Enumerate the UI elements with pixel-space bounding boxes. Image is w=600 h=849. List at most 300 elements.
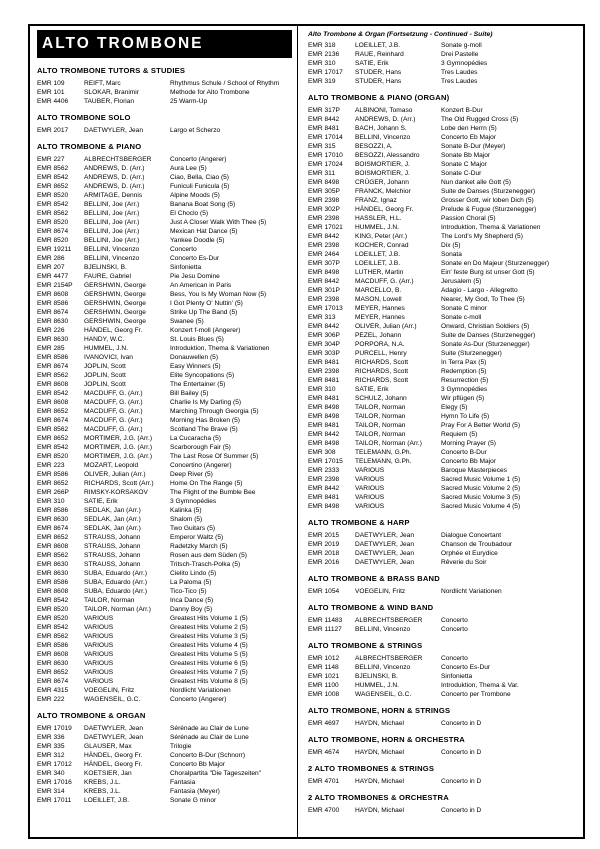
catalog-entry-row bbox=[308, 540, 578, 549]
entry-title: Prelude & Fugue (Sturzenegger) bbox=[441, 206, 537, 213]
entry-ref: EMR 11127 bbox=[308, 626, 342, 633]
entry-composer: MASON, Lowell bbox=[355, 296, 402, 303]
entry-ref: EMR 2398 bbox=[308, 242, 340, 249]
entry-ref: EMR 8520 bbox=[37, 237, 69, 244]
catalog-entry-row bbox=[37, 164, 292, 173]
entry-title: Ciao, Bella, Ciao (5) bbox=[170, 174, 230, 181]
entry-title: Greatest Hits Volume 7 (5) bbox=[170, 669, 248, 676]
entry-title: El Choclo (5) bbox=[170, 210, 209, 217]
entry-title: Nearer, My God, To Thee (5) bbox=[441, 296, 525, 303]
catalog-entry-row bbox=[37, 236, 292, 245]
entry-composer: FRANZ, Ignaz bbox=[355, 197, 397, 204]
entry-ref: EMR 4700 bbox=[308, 807, 340, 814]
entry-composer: BELLINI, Joe (Arr.) bbox=[84, 237, 140, 244]
entry-composer: SUBA, Eduardo (Arr.) bbox=[84, 588, 148, 595]
entry-title: Methode for Alto Trombone bbox=[170, 89, 250, 96]
entry-ref: EMR 311 bbox=[308, 170, 335, 177]
entry-title: Elite Syncopations (5) bbox=[170, 372, 235, 379]
catalog-entry-row bbox=[308, 331, 578, 340]
entry-title: Concerto in D bbox=[441, 720, 482, 727]
entry-title: Suite de Danses (Sturzenegger) bbox=[441, 332, 536, 339]
entry-ref: EMR 8630 bbox=[37, 318, 69, 325]
entry-composer: LUTHER, Martin bbox=[355, 269, 404, 276]
entry-ref: EMR 8520 bbox=[37, 606, 69, 613]
entry-title: The Entertainer (5) bbox=[170, 381, 226, 388]
catalog-entry-row bbox=[37, 299, 292, 308]
catalog-entry-row bbox=[37, 796, 292, 805]
entry-title: Concerto (Angerer) bbox=[170, 696, 227, 703]
catalog-entry-row bbox=[308, 421, 578, 430]
entry-title: Banana Boat Song (5) bbox=[170, 201, 236, 208]
catalog-entry-row bbox=[37, 787, 292, 796]
entry-title: Rêverie du Soir bbox=[441, 559, 487, 566]
entry-title: Baroque Masterpieces bbox=[441, 467, 507, 474]
entry-ref: EMR 1100 bbox=[308, 682, 339, 689]
entry-title: Redemption (5) bbox=[441, 368, 487, 375]
entry-ref: EMR 8630 bbox=[37, 660, 69, 667]
entry-ref: EMR 314 bbox=[37, 788, 65, 795]
catalog-entry-row bbox=[308, 169, 578, 178]
catalog-entry-row bbox=[308, 304, 578, 313]
catalog-entry-row bbox=[308, 223, 578, 232]
entry-composer: KREBS, J.L. bbox=[84, 779, 121, 786]
catalog-entry-row bbox=[308, 394, 578, 403]
entry-composer: STRAUSS, Johann bbox=[84, 543, 141, 550]
entry-ref: EMR 8542 bbox=[37, 201, 69, 208]
entry-composer: BELLINI, Vincenzo bbox=[355, 626, 411, 633]
entry-composer: VARIOUS bbox=[355, 485, 385, 492]
entry-composer: TAILOR, Norman (Arr.) bbox=[84, 606, 151, 613]
catalog-entry-row bbox=[37, 254, 292, 263]
entry-composer: PEZEL, Johann bbox=[355, 332, 402, 339]
entry-ref: EMR 8630 bbox=[37, 516, 69, 523]
catalog-entry-row bbox=[308, 358, 578, 367]
entry-title: Adagio - Largo - Allegretto bbox=[441, 287, 518, 294]
entry-ref: EMR 17017 bbox=[308, 69, 343, 76]
entry-title: Introduktion, Thema & Var. bbox=[441, 682, 519, 689]
catalog-entry-row bbox=[37, 524, 292, 533]
catalog-entry-row bbox=[37, 659, 292, 668]
catalog-entry-row bbox=[37, 371, 292, 380]
entry-title: Pray For A Better World (5) bbox=[441, 422, 521, 429]
entry-title: Dialogue Concertant bbox=[441, 532, 502, 539]
entry-title: Sonate g-moll bbox=[441, 42, 482, 49]
catalog-entry-row bbox=[308, 663, 578, 672]
catalog-entry-row bbox=[308, 806, 578, 815]
entry-title: Concerto in D bbox=[441, 807, 482, 814]
catalog-entry-row bbox=[308, 654, 578, 663]
catalog-entry-row bbox=[37, 425, 292, 434]
catalog-entry-row bbox=[37, 126, 292, 135]
entry-composer: STUDER, Hans bbox=[355, 69, 402, 76]
entry-ref: EMR 307P bbox=[308, 260, 340, 267]
entry-composer: VARIOUS bbox=[84, 615, 114, 622]
entry-title: In Terra Pax (5) bbox=[441, 359, 487, 366]
entry-composer: DAETWYLER, Jean bbox=[355, 541, 414, 548]
catalog-entry-row bbox=[308, 241, 578, 250]
entry-ref: EMR 223 bbox=[37, 462, 65, 469]
entry-title: Sacred Music Volume 4 (5) bbox=[441, 503, 521, 510]
entry-composer: BACH, Johann S. bbox=[355, 125, 407, 132]
entry-ref: EMR 2136 bbox=[308, 51, 340, 58]
entry-ref: EMR 8674 bbox=[37, 417, 69, 424]
entry-composer: KOCHER, Conrad bbox=[355, 242, 409, 249]
entry-composer: OLIVER, Julian (Arr.) bbox=[355, 323, 417, 330]
entry-title: 25 Warm-Up bbox=[170, 98, 208, 105]
entry-composer: SEDLAK, Jan (Arr.) bbox=[84, 525, 141, 532]
entry-title: Sérénade au Clair de Lune bbox=[170, 725, 249, 732]
catalog-entry-row bbox=[37, 488, 292, 497]
entry-ref: EMR 8542 bbox=[37, 174, 69, 181]
entry-composer: SUBA, Eduardo (Arr.) bbox=[84, 579, 148, 586]
entry-composer: ANDREWS, D. (Arr.) bbox=[84, 165, 145, 172]
entry-composer: VARIOUS bbox=[84, 633, 114, 640]
entry-composer: KOETSIER, Jan bbox=[84, 770, 132, 777]
entry-ref: EMR 8608 bbox=[37, 588, 69, 595]
entry-composer: BELLINI, Joe (Arr.) bbox=[84, 210, 140, 217]
catalog-entry-row bbox=[37, 281, 292, 290]
entry-title: Sacred Music Volume 2 (5) bbox=[441, 485, 521, 492]
entry-composer: MEYER, Hannes bbox=[355, 314, 405, 321]
entry-title: Grosser Gott, wir loben Dich (5) bbox=[441, 197, 534, 204]
catalog-entry-row bbox=[37, 506, 292, 515]
entry-composer: ALBRECHTSBERGER bbox=[355, 655, 423, 662]
entry-composer: DAETWYLER, Jean bbox=[355, 550, 414, 557]
entry-title: Sonate C-Dur bbox=[441, 170, 482, 177]
entry-composer: SATIE, Erik bbox=[84, 498, 118, 505]
entry-title: Dix (5) bbox=[441, 242, 461, 249]
entry-composer: VOEGELIN, Fritz bbox=[355, 588, 406, 595]
catalog-entry-row bbox=[37, 191, 292, 200]
catalog-entry-row bbox=[37, 461, 292, 470]
entry-composer: GERSHWIN, George bbox=[84, 318, 146, 325]
entry-title: Morning Has Broken (5) bbox=[170, 417, 240, 424]
entry-composer: MORTIMER, J.G. (Arr.) bbox=[84, 453, 153, 460]
catalog-entry-row bbox=[37, 695, 292, 704]
catalog-entry-row bbox=[308, 531, 578, 540]
entry-composer: VARIOUS bbox=[84, 660, 114, 667]
entry-title: Drei Pastelle bbox=[441, 51, 479, 58]
catalog-entry-row bbox=[37, 155, 292, 164]
entry-ref: EMR 2017 bbox=[37, 127, 69, 134]
entry-ref: EMR 8608 bbox=[37, 381, 69, 388]
catalog-entry-row bbox=[308, 142, 578, 151]
entry-title: Suite (Sturzenegger) bbox=[441, 350, 502, 357]
page-border-frame bbox=[28, 24, 585, 839]
entry-composer: SLOKAR, Branimir bbox=[84, 89, 139, 96]
entry-ref: EMR 8520 bbox=[37, 192, 69, 199]
entry-composer: BELLINI, Joe (Arr.) bbox=[84, 201, 140, 208]
catalog-entry-row bbox=[37, 443, 292, 452]
entry-composer: VARIOUS bbox=[84, 669, 114, 676]
entry-ref: EMR 17021 bbox=[308, 224, 343, 231]
entry-ref: EMR 266P bbox=[37, 489, 69, 496]
entry-ref: EMR 301P bbox=[308, 287, 340, 294]
entry-title: Sinfonietta bbox=[441, 673, 473, 680]
entry-ref: EMR 8542 bbox=[37, 390, 69, 397]
entry-title: Nun danket alle Gott (5) bbox=[441, 179, 512, 186]
entry-title: Inca Dance (5) bbox=[170, 597, 214, 604]
catalog-entry-row bbox=[308, 558, 578, 567]
entry-composer: DAETWYLER, Jean bbox=[84, 734, 143, 741]
entry-composer: BOISMORTIER, J. bbox=[355, 161, 410, 168]
entry-title: Greatest Hits Volume 6 (5) bbox=[170, 660, 248, 667]
entry-title: Passion Choral (5) bbox=[441, 215, 496, 222]
catalog-entry-row bbox=[308, 616, 578, 625]
page-title-bar bbox=[37, 30, 292, 58]
entry-title: Fantasia (Meyer) bbox=[170, 788, 220, 795]
entry-title: Sacred Music Volume 1 (5) bbox=[441, 476, 521, 483]
catalog-entry-row bbox=[308, 322, 578, 331]
entry-title: Cielito Lindo (5) bbox=[170, 570, 217, 577]
entry-ref: EMR 19211 bbox=[37, 246, 72, 253]
entry-composer: MORTIMER, J.G. (Arr.) bbox=[84, 444, 153, 451]
catalog-entry-row bbox=[308, 313, 578, 322]
entry-composer: KREBS, J.L. bbox=[84, 788, 121, 795]
entry-ref: EMR 8608 bbox=[37, 651, 69, 658]
catalog-entry-row bbox=[37, 353, 292, 362]
right-column bbox=[298, 26, 583, 837]
entry-composer: ANDREWS, D. (Arr.) bbox=[355, 116, 416, 123]
entry-title: Mexican Hat Dance (5) bbox=[170, 228, 238, 235]
catalog-entry-row bbox=[37, 245, 292, 254]
catalog-entry-row bbox=[37, 515, 292, 524]
entry-composer: MACDUFF, G. (Arr.) bbox=[355, 278, 414, 285]
entry-title: Shalom (5) bbox=[170, 516, 203, 523]
catalog-entry-row bbox=[37, 569, 292, 578]
entry-ref: EMR 8630 bbox=[37, 561, 69, 568]
entry-ref: EMR 8674 bbox=[37, 309, 69, 316]
entry-ref: EMR 17019 bbox=[37, 725, 72, 732]
entry-composer: HAYDN, Michael bbox=[355, 749, 404, 756]
entry-ref: EMR 8520 bbox=[37, 219, 69, 226]
entry-ref: EMR 8562 bbox=[37, 165, 69, 172]
catalog-entry-row bbox=[37, 263, 292, 272]
catalog-entry-row bbox=[37, 182, 292, 191]
entry-composer: ARMITAGE, Dennis bbox=[84, 192, 143, 199]
entry-ref: EMR 1148 bbox=[308, 664, 339, 671]
catalog-entry-row bbox=[37, 335, 292, 344]
entry-title: Emperor Waltz (5) bbox=[170, 534, 224, 541]
entry-ref: EMR 305P bbox=[308, 188, 340, 195]
entry-composer: VOEGELIN, Fritz bbox=[84, 687, 135, 694]
catalog-entry-row bbox=[37, 551, 292, 560]
catalog-entry-row bbox=[37, 760, 292, 769]
entry-title: Funiculi Funicula (5) bbox=[170, 183, 230, 190]
entry-ref: EMR 336 bbox=[37, 734, 65, 741]
entry-ref: EMR 8652 bbox=[37, 480, 69, 487]
catalog-entry-row bbox=[37, 650, 292, 659]
entry-ref: EMR 226 bbox=[37, 327, 65, 334]
catalog-entry-row bbox=[308, 681, 578, 690]
entry-composer: HUMMEL, J.N. bbox=[84, 345, 128, 352]
entry-composer: RICHARDS, Scott bbox=[355, 368, 409, 375]
entry-title: La Paloma (5) bbox=[170, 579, 212, 586]
entry-composer: HÄNDEL, Georg Fr. bbox=[84, 752, 143, 759]
catalog-entry-row bbox=[308, 286, 578, 295]
entry-ref: EMR 8481 bbox=[308, 494, 340, 501]
section-heading: 2 ALTO TROMBONES & STRINGS bbox=[308, 764, 435, 773]
catalog-entry-row bbox=[308, 475, 578, 484]
entry-ref: EMR 4406 bbox=[37, 98, 69, 105]
entry-composer: BJELINSKI, B. bbox=[355, 673, 398, 680]
entry-title: Trilogie bbox=[170, 743, 192, 750]
entry-ref: EMR 2398 bbox=[308, 296, 340, 303]
catalog-entry-row bbox=[308, 672, 578, 681]
entry-composer: ANDREWS, D. (Arr.) bbox=[84, 183, 145, 190]
catalog-entry-row bbox=[308, 59, 578, 68]
entry-title: Introduktion, Thema & Variationen bbox=[170, 345, 270, 352]
entry-composer: HASSLER, H.L. bbox=[355, 215, 402, 222]
entry-title: Tres Laudes bbox=[441, 69, 478, 76]
entry-composer: JOPLIN, Scott bbox=[84, 372, 126, 379]
entry-ref: EMR 8562 bbox=[37, 633, 69, 640]
entry-title: Chanson de Troubadour bbox=[441, 541, 513, 548]
entry-ref: EMR 17024 bbox=[308, 161, 343, 168]
entry-title: Concerto Bb Major bbox=[441, 458, 496, 465]
entry-title: Greatest Hits Volume 2 (5) bbox=[170, 624, 248, 631]
entry-ref: EMR 306P bbox=[308, 332, 340, 339]
entry-composer: GLAUSER, Max bbox=[84, 743, 132, 750]
entry-composer: OLIVER, Julian (Arr.) bbox=[84, 471, 146, 478]
catalog-entry-row bbox=[37, 200, 292, 209]
entry-title: Home On The Range (5) bbox=[170, 480, 243, 487]
entry-ref: EMR 8498 bbox=[308, 440, 340, 447]
entry-ref: EMR 8562 bbox=[37, 372, 69, 379]
catalog-entry-row bbox=[308, 376, 578, 385]
entry-composer: IVANOVICI, Ivan bbox=[84, 354, 133, 361]
catalog-entry-row bbox=[37, 88, 292, 97]
catalog-entry-row bbox=[308, 205, 578, 214]
entry-title: 3 Gymnopédies bbox=[441, 386, 488, 393]
entry-composer: HÄNDEL, Georg Fr. bbox=[84, 327, 143, 334]
entry-title: Greatest Hits Volume 4 (5) bbox=[170, 642, 248, 649]
entry-title: Tritsch-Trasch-Polka (5) bbox=[170, 561, 241, 568]
entry-composer: TAILOR, Norman bbox=[355, 413, 406, 420]
entry-composer: SATIE, Erik bbox=[355, 60, 389, 67]
entry-ref: EMR 286 bbox=[37, 255, 65, 262]
entry-ref: EMR 8542 bbox=[37, 444, 69, 451]
entry-title: Just A Closer Walk With Thee (5) bbox=[170, 219, 267, 226]
entry-ref: EMR 2464 bbox=[308, 251, 340, 258]
entry-ref: EMR 2398 bbox=[308, 368, 340, 375]
entry-composer: LOEILLET, J.B. bbox=[355, 260, 401, 267]
entry-title: La Cucaracha (5) bbox=[170, 435, 221, 442]
entry-title: Ein' feste Burg ist unser Gott (5) bbox=[441, 269, 535, 276]
entry-composer: BESOZZI, Alessandro bbox=[355, 152, 420, 159]
entry-ref: EMR 315 bbox=[308, 143, 336, 150]
catalog-entry-row bbox=[37, 173, 292, 182]
entry-composer: REIFT, Marc bbox=[84, 80, 121, 87]
entry-composer: STUDER, Hans bbox=[355, 78, 402, 85]
entry-composer: VARIOUS bbox=[355, 494, 385, 501]
entry-ref: EMR 1054 bbox=[308, 588, 340, 595]
catalog-entry-row bbox=[308, 439, 578, 448]
entry-composer: HÄNDEL, Georg Fr. bbox=[84, 761, 143, 768]
entry-composer: BELLINI, Joe (Arr.) bbox=[84, 228, 140, 235]
catalog-entry-row bbox=[37, 560, 292, 569]
entry-ref: EMR 317P bbox=[308, 107, 340, 114]
entry-composer: TAILOR, Norman bbox=[355, 404, 406, 411]
catalog-entry-row bbox=[37, 272, 292, 281]
entry-ref: EMR 8674 bbox=[37, 678, 69, 685]
catalog-entry-row bbox=[37, 677, 292, 686]
entry-title: Hymn To Life (5) bbox=[441, 413, 490, 420]
entry-title: Deep River (5) bbox=[170, 471, 213, 478]
entry-ref: EMR 2019 bbox=[308, 541, 340, 548]
catalog-entry-row bbox=[37, 344, 292, 353]
entry-composer: STRAUSS, Johann bbox=[84, 534, 141, 541]
entry-title: Concerto Eb Major bbox=[441, 134, 496, 141]
entry-composer: MACDUFF, G. (Arr.) bbox=[84, 399, 143, 406]
entry-title: Nordlicht Variationen bbox=[441, 588, 502, 595]
catalog-entry-row bbox=[308, 232, 578, 241]
entry-ref: EMR 8586 bbox=[37, 300, 69, 307]
entry-title: Pie Jesu Domine bbox=[170, 273, 220, 280]
catalog-entry-row bbox=[37, 778, 292, 787]
entry-title: Sonate Bb Major bbox=[441, 152, 491, 159]
catalog-entry-row bbox=[37, 434, 292, 443]
entry-title: Sérénade au Clair de Lune bbox=[170, 734, 249, 741]
entry-ref: EMR 8498 bbox=[308, 269, 340, 276]
entry-ref: EMR 8481 bbox=[308, 377, 340, 384]
entry-title: Requiem (5) bbox=[441, 431, 478, 438]
entry-composer: STRAUSS, Johann bbox=[84, 552, 141, 559]
entry-composer: TELEMANN, G.Ph. bbox=[355, 449, 412, 456]
entry-composer: HAYDN, Michael bbox=[355, 807, 404, 814]
entry-ref: EMR 1021 bbox=[308, 673, 340, 680]
entry-title: Concerto in D bbox=[441, 749, 482, 756]
catalog-entry-row bbox=[308, 385, 578, 394]
entry-ref: EMR 8630 bbox=[37, 336, 69, 343]
entry-title: Concerto B-Dur bbox=[441, 449, 487, 456]
section-heading: ALTO TROMBONE & HARP bbox=[308, 518, 410, 527]
entry-ref: EMR 8498 bbox=[308, 503, 340, 510]
entry-composer: RICHARDS, Scott bbox=[355, 359, 409, 366]
entry-title: Greatest Hits Volume 8 (5) bbox=[170, 678, 248, 685]
catalog-entry-row bbox=[37, 686, 292, 695]
entry-ref: EMR 17014 bbox=[308, 134, 343, 141]
catalog-entry-row bbox=[308, 178, 578, 187]
catalog-entry-row bbox=[37, 533, 292, 542]
entry-title: Fantasia bbox=[170, 779, 196, 786]
catalog-entry-row bbox=[37, 724, 292, 733]
catalog-entry-row bbox=[37, 605, 292, 614]
catalog-entry-row bbox=[37, 470, 292, 479]
entry-composer: PORPORA, N.A. bbox=[355, 341, 405, 348]
catalog-entry-row bbox=[308, 124, 578, 133]
entry-ref: EMR 8442 bbox=[308, 233, 340, 240]
section-heading: ALTO TROMBONE, HORN & STRINGS bbox=[308, 706, 451, 715]
entry-ref: EMR 8674 bbox=[37, 363, 69, 370]
entry-composer: GERSHWIN, George bbox=[84, 282, 146, 289]
entry-title: Radetzky March (5) bbox=[170, 543, 228, 550]
entry-ref: EMR 8674 bbox=[37, 525, 69, 532]
entry-ref: EMR 8586 bbox=[37, 579, 69, 586]
entry-title: Sonate en Do Majeur (Sturzenegger) bbox=[441, 260, 550, 267]
entry-composer: JOPLIN, Scott bbox=[84, 381, 126, 388]
entry-composer: MACDUFF, G. (Arr.) bbox=[84, 408, 143, 415]
entry-title: Onward, Christian Soldiers (5) bbox=[441, 323, 530, 330]
entry-ref: EMR 8520 bbox=[37, 453, 69, 460]
entry-composer: TAILOR, Norman bbox=[84, 597, 135, 604]
catalog-entry-row bbox=[308, 625, 578, 634]
entry-ref: EMR 17011 bbox=[37, 797, 72, 804]
catalog-entry-row bbox=[308, 295, 578, 304]
entry-title: Bess, You Is My Woman Now (5) bbox=[170, 291, 267, 298]
entry-composer: RICHARDS, Scott bbox=[355, 377, 409, 384]
entry-ref: EMR 8652 bbox=[37, 408, 69, 415]
